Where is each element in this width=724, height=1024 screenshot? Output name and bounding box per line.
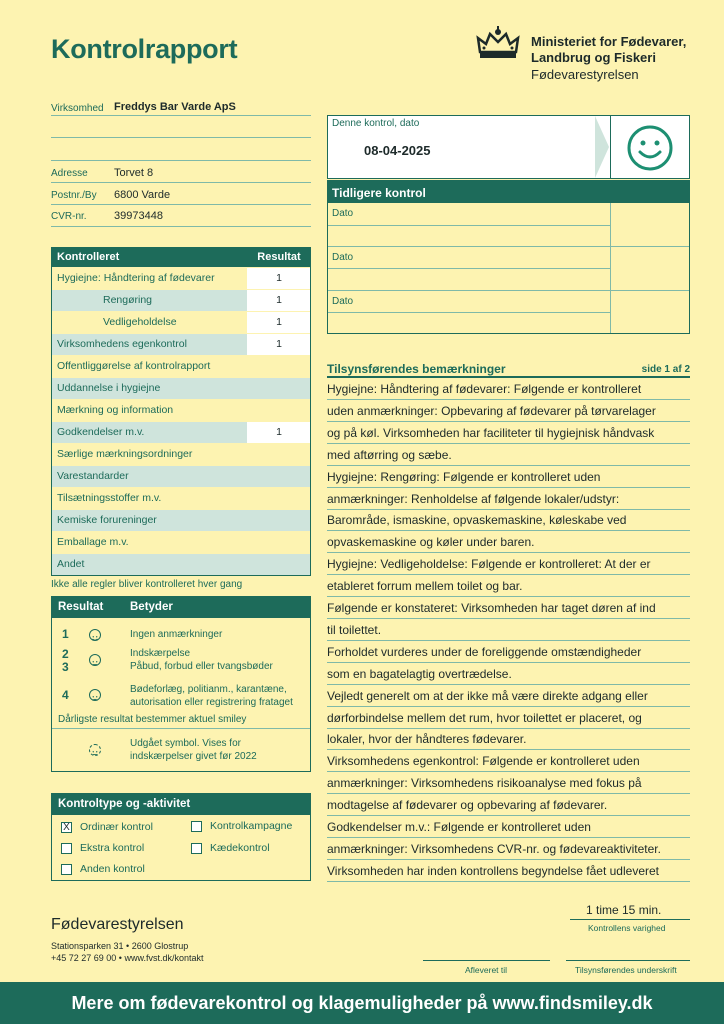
row-name: Tilsætningsstoffer m.v. — [51, 487, 247, 509]
previous-control-header: Tidligere kontrol — [328, 181, 689, 203]
row-result: 1 — [247, 267, 311, 289]
divider — [570, 919, 690, 920]
current-date-label: Denne kontrol, dato — [332, 118, 420, 129]
remark-line: til toilettet. — [327, 619, 690, 641]
legend-num-2: 2 — [62, 647, 69, 661]
remarks-header — [327, 362, 690, 378]
ordinaer-checkbox[interactable]: X — [61, 822, 72, 833]
divider — [328, 225, 610, 226]
row-name: Virksomhedens egenkontrol — [51, 333, 247, 355]
remark-line: modtagelse af fødevarer og opbevaring af fødevarer. — [327, 794, 690, 816]
legend-text-1: Ingen anmærkninger — [130, 629, 223, 640]
row-name: Kemiske forureninger — [51, 509, 247, 531]
legend-header-result: Resultat — [58, 601, 104, 613]
remark-line: som en bagatelagtig overtrædelse. — [327, 663, 690, 685]
adresse-label: Adresse — [51, 168, 88, 179]
current-control-box — [327, 115, 690, 179]
underskrift-label: Tilsynsførendes underskrift — [575, 965, 677, 975]
remark-line: Barområde, ismaskine, opvaskemaskine, køleskabe ved — [327, 509, 690, 531]
remark-line: Virksomhedens egenkontrol: Følgende er kontrolleret uden — [327, 750, 690, 772]
kaede-label: Kædekontrol — [210, 842, 270, 854]
remark-line: Hygiejne: Rengøring: Følgende er kontrolleret uden — [327, 466, 690, 488]
previous-control-box — [327, 180, 690, 334]
legend-expired-a: Udgået symbol. Vises for — [130, 738, 241, 749]
report-title: Kontrolrapport — [51, 34, 238, 64]
legend-text-4b: autorisation eller registrering frataget — [130, 697, 293, 708]
remark-line: Virksomheden har inden kontrollens begyndelse fået udleveret — [327, 860, 690, 882]
remark-line: Hygiejne: Håndtering af fødevarer: Følgende er kontrolleret — [327, 378, 690, 400]
ministry-line-2: Landbrug og Fiskeri — [531, 50, 656, 65]
ministry-agency: Fødevarestyrelsen — [531, 67, 639, 82]
divider — [51, 137, 311, 138]
signature-line — [566, 960, 690, 961]
row-name: Hygiejne: Håndtering af fødevarer — [51, 267, 247, 289]
ordinaer-label: Ordinær kontrol — [80, 821, 153, 833]
afleveret-label: Afleveret til — [465, 965, 508, 975]
ministry-logo — [476, 26, 716, 86]
divider — [328, 246, 689, 247]
divider — [328, 290, 689, 291]
row-name: Andet — [51, 553, 247, 575]
prev-date-label-2: Dato — [332, 252, 354, 263]
remarks-title: Tilsynsførendes bemærkninger — [327, 362, 506, 376]
anden-checkbox[interactable] — [61, 864, 72, 875]
kampagne-checkbox[interactable] — [191, 821, 202, 832]
remark-line: anmærkninger: Virksomhedens risikoanalyse med fokus på — [327, 772, 690, 794]
remark-line: og på køl. Virksomheden har faciliteter til hygiejnisk håndvask — [327, 422, 690, 444]
remark-line: Godkendelser m.v.: Følgende er kontrolleret uden — [327, 816, 690, 838]
signature-line — [423, 960, 550, 961]
legend-num-2-3 — [62, 648, 69, 674]
anden-label: Anden kontrol — [80, 863, 145, 875]
remark-line: Vejledt generelt om at der ikke må være direkte adgang eller — [327, 685, 690, 707]
legend-worst-note: Dårligste resultat bestemmer aktuel smiley — [58, 714, 247, 725]
remark-line: med aftørring og sæbe. — [327, 444, 690, 466]
row-name: Varestandarder — [51, 465, 247, 487]
postnr-label: Postnr./By — [51, 190, 97, 201]
legend-text-4a: Bødeforlæg, politianm., karantæne, — [130, 684, 287, 695]
row-result: 1 — [247, 311, 311, 333]
row-name: Offentliggørelse af kontrolrapport — [51, 355, 247, 377]
remark-line: anmærkninger: Renholdelse af følgende lokaler/udstyr: — [327, 488, 690, 510]
agency-address: Stationsparken 31 • 2600 Glostrup — [51, 941, 189, 951]
divider — [51, 160, 311, 161]
ekstra-label: Ekstra kontrol — [80, 842, 145, 854]
kampagne-label: Kontrolkampagne — [210, 820, 293, 832]
expired-smiley-icon — [89, 744, 101, 756]
row-name: Godkendelser m.v. — [51, 421, 247, 443]
cvr-label: CVR-nr. — [51, 211, 87, 222]
virksomhed-label: Virksomhed — [51, 103, 104, 114]
company-cvr: 39973448 — [114, 210, 163, 222]
current-date-panel — [328, 116, 596, 178]
row-name: Uddannelse i hygiejne — [51, 377, 247, 399]
ministry-line-1: Ministeriet for Fødevarer, — [531, 34, 687, 49]
kaede-checkbox[interactable] — [191, 843, 202, 854]
row-name: Vedligeholdelse — [51, 311, 247, 333]
company-postcode: 6800 Varde — [114, 189, 171, 201]
sad-smiley-icon — [89, 689, 101, 701]
happy-smiley-icon — [89, 629, 101, 641]
remark-line: anmærkninger: Virksomhedens CVR-nr. og fødevareaktiviteter. — [327, 838, 690, 860]
ministry-name — [531, 34, 711, 66]
remark-line: uden anmærkninger: Opbevaring af fødevarer på tørvarelager — [327, 400, 690, 422]
divider — [51, 204, 311, 205]
legend-num-4: 4 — [62, 688, 69, 702]
column-header-resultat: Resultat — [247, 247, 311, 267]
row-name: Mærkning og information — [51, 399, 247, 421]
row-result: 1 — [247, 289, 311, 311]
remark-line: Følgende er konstateret: Virksomheden har taget døren af ind — [327, 597, 690, 619]
legend-text-2: Indskærpelse — [130, 648, 191, 659]
divider — [328, 312, 610, 313]
current-date-value: 08-04-2025 — [364, 143, 431, 158]
legend-expired-b: indskærpelser givet før 2022 — [130, 751, 257, 762]
duration-value: 1 time 15 min. — [586, 903, 662, 917]
row-name: Emballage m.v. — [51, 531, 247, 553]
legend-header-meaning: Betyder — [130, 601, 173, 613]
divider — [328, 268, 610, 269]
prev-date-label-1: Dato — [332, 208, 354, 219]
remark-line: opvaskemaskine og køler under baren. — [327, 531, 690, 553]
control-note: Ikke alle regler bliver kontrolleret hver gang — [51, 579, 243, 590]
remark-line: Forholdet vurderes under de foreliggende omstændigheder — [327, 641, 690, 663]
row-result: 1 — [247, 333, 311, 355]
divider — [610, 116, 611, 178]
row-name: Rengøring — [51, 289, 247, 311]
neutral-smiley-icon — [89, 654, 101, 666]
agency-contact: +45 72 27 69 00 • www.fvst.dk/kontakt — [51, 953, 204, 963]
agency-name: Fødevarestyrelsen — [51, 916, 184, 933]
divider — [51, 182, 311, 183]
control-type-header: Kontroltype og -aktivitet — [52, 794, 310, 815]
control-table-border — [51, 247, 311, 576]
prev-date-label-3: Dato — [332, 296, 354, 307]
crown-icon — [476, 26, 520, 62]
remark-line: Hygiejne: Vedligeholdelse: Følgende er kontrolleret: At der er — [327, 553, 690, 575]
remark-line: dørforbindelse mellem det rum, hvor toilettet er placeret, og — [327, 707, 690, 729]
footer-banner: Mere om fødevarekontrol og klagemuligheder på www.findsmiley.dk — [0, 982, 724, 1024]
divider — [52, 728, 310, 729]
chevron-right-icon — [595, 116, 611, 178]
divider — [51, 115, 311, 116]
row-name: Særlige mærkningsordninger — [51, 443, 247, 465]
column-header-kontrolleret: Kontrolleret — [51, 247, 247, 267]
divider — [51, 226, 311, 227]
company-address: Torvet 8 — [114, 167, 154, 179]
divider — [610, 203, 611, 333]
row-result: 1 — [247, 421, 311, 443]
result-legend — [51, 596, 311, 772]
ekstra-checkbox[interactable] — [61, 843, 72, 854]
remark-line: lokaler, hvor der håndteres fødevarer. — [327, 728, 690, 750]
legend-num-1: 1 — [62, 627, 69, 641]
page-indicator: side 1 af 2 — [641, 364, 690, 375]
legend-text-3: Påbud, forbud eller tvangsbøder — [130, 661, 273, 672]
control-type-box — [51, 793, 311, 881]
duration-label: Kontrollens varighed — [588, 923, 666, 933]
company-name: Freddys Bar Varde ApS — [114, 101, 236, 113]
remark-line: etableret forrum mellem toilet og bar. — [327, 575, 690, 597]
legend-num-3: 3 — [62, 660, 69, 674]
legend-header — [52, 597, 310, 618]
happy-smiley-icon — [626, 124, 674, 172]
